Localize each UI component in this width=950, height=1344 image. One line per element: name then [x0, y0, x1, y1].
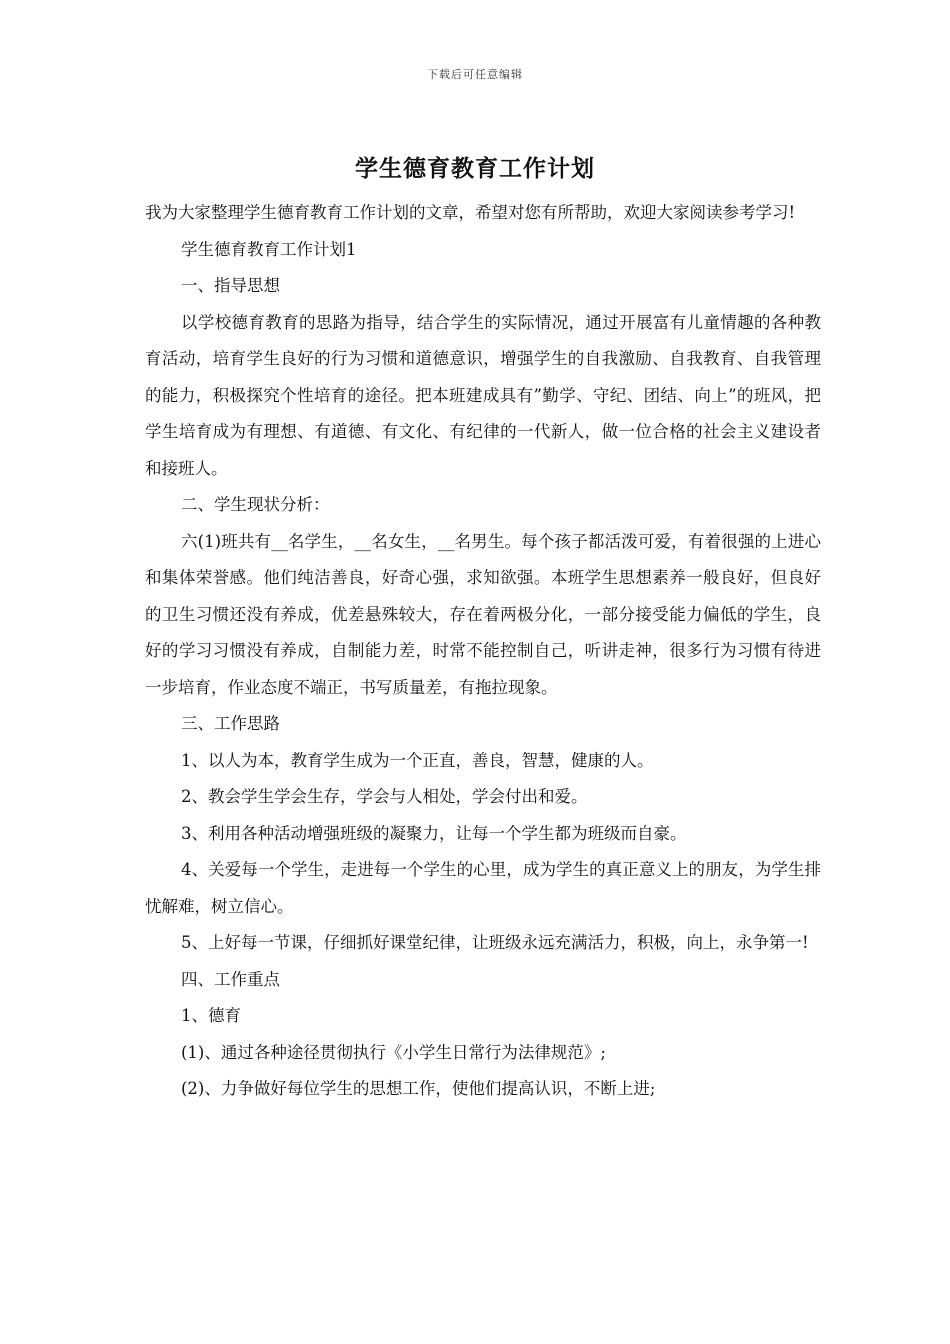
paragraph: 1、以人为本，教育学生成为一个正直，善良，智慧，健康的人。 — [181, 750, 654, 770]
paragraph: 三、工作思路 — [181, 714, 280, 733]
paragraph: 一、指导思想 — [181, 276, 280, 295]
paragraph: 以学校德育教育的思路为指导，结合学生的实际情况，通过开展富有儿童情趣的各种教育活动，培育学生良好的行为习惯和道德意识，增强学生的自我激励、自我教育、自我管理的能力，积极探究个性培育的途径。把本班建成具有”勤学、守纪、团结、向上”的班风，把学生培育成为有理想、有道德、有文化、有纪律的一代新人，做一位合格的社会主义建设者和接班人。 — [145, 312, 821, 478]
paragraph: 3、利用各种活动增强班级的凝聚力，让每一个学生都为班级而自豪。 — [181, 823, 687, 843]
paragraph: 4、关爱每一个学生，走进每一个学生的心里，成为学生的真正意义上的朋友，为学生排忧解难，树立信心。 — [145, 860, 821, 916]
header-note: 下载后可任意编辑 — [427, 68, 523, 81]
document-body — [145, 195, 821, 1108]
paragraph: 1、德育 — [181, 1006, 241, 1025]
paragraph: 5、上好每一节课，仔细抓好课堂纪律，让班级永远充满活力，积极，向上，永争第一! — [181, 933, 809, 952]
paragraph: (2)、力争做好每位学生的思想工作，使他们提高认识，不断上进; — [181, 1079, 656, 1098]
document-title: 学生德育教育工作计划 — [355, 155, 595, 182]
paragraph: 六(1)班共有__名学生，__名女生，__名男生。每个孩子都活泼可爱，有着很强的上进心和集体荣誉感。他们纯洁善良，好奇心强，求知欲强。本班学生思想素养一般良好，但良好的卫生习惯还没有养成，优差悬殊较大，存在着两极分化，一部分接受能力偏低的学生，良好的学习习惯没有养成，自制能力差，时常不能控制自己，听讲走神，很多行为习惯有待进一步培育，作业态度不端正，书写质量差，有拖拉现象。 — [145, 531, 821, 697]
paragraph: 学生德育教育工作计划1 — [181, 239, 357, 259]
paragraph: 我为大家整理学生德育教育工作计划的文章，希望对您有所帮助，欢迎大家阅读参考学习! — [145, 203, 796, 222]
paragraph: 四、工作重点 — [181, 969, 280, 989]
paragraph: 二、学生现状分析： — [181, 495, 330, 514]
paragraph: (1)、通过各种途径贯彻执行《小学生日常行为法律规范》; — [181, 1042, 606, 1062]
paragraph: 2、教会学生学会生存，学会与人相处，学会付出和爱。 — [181, 787, 588, 806]
